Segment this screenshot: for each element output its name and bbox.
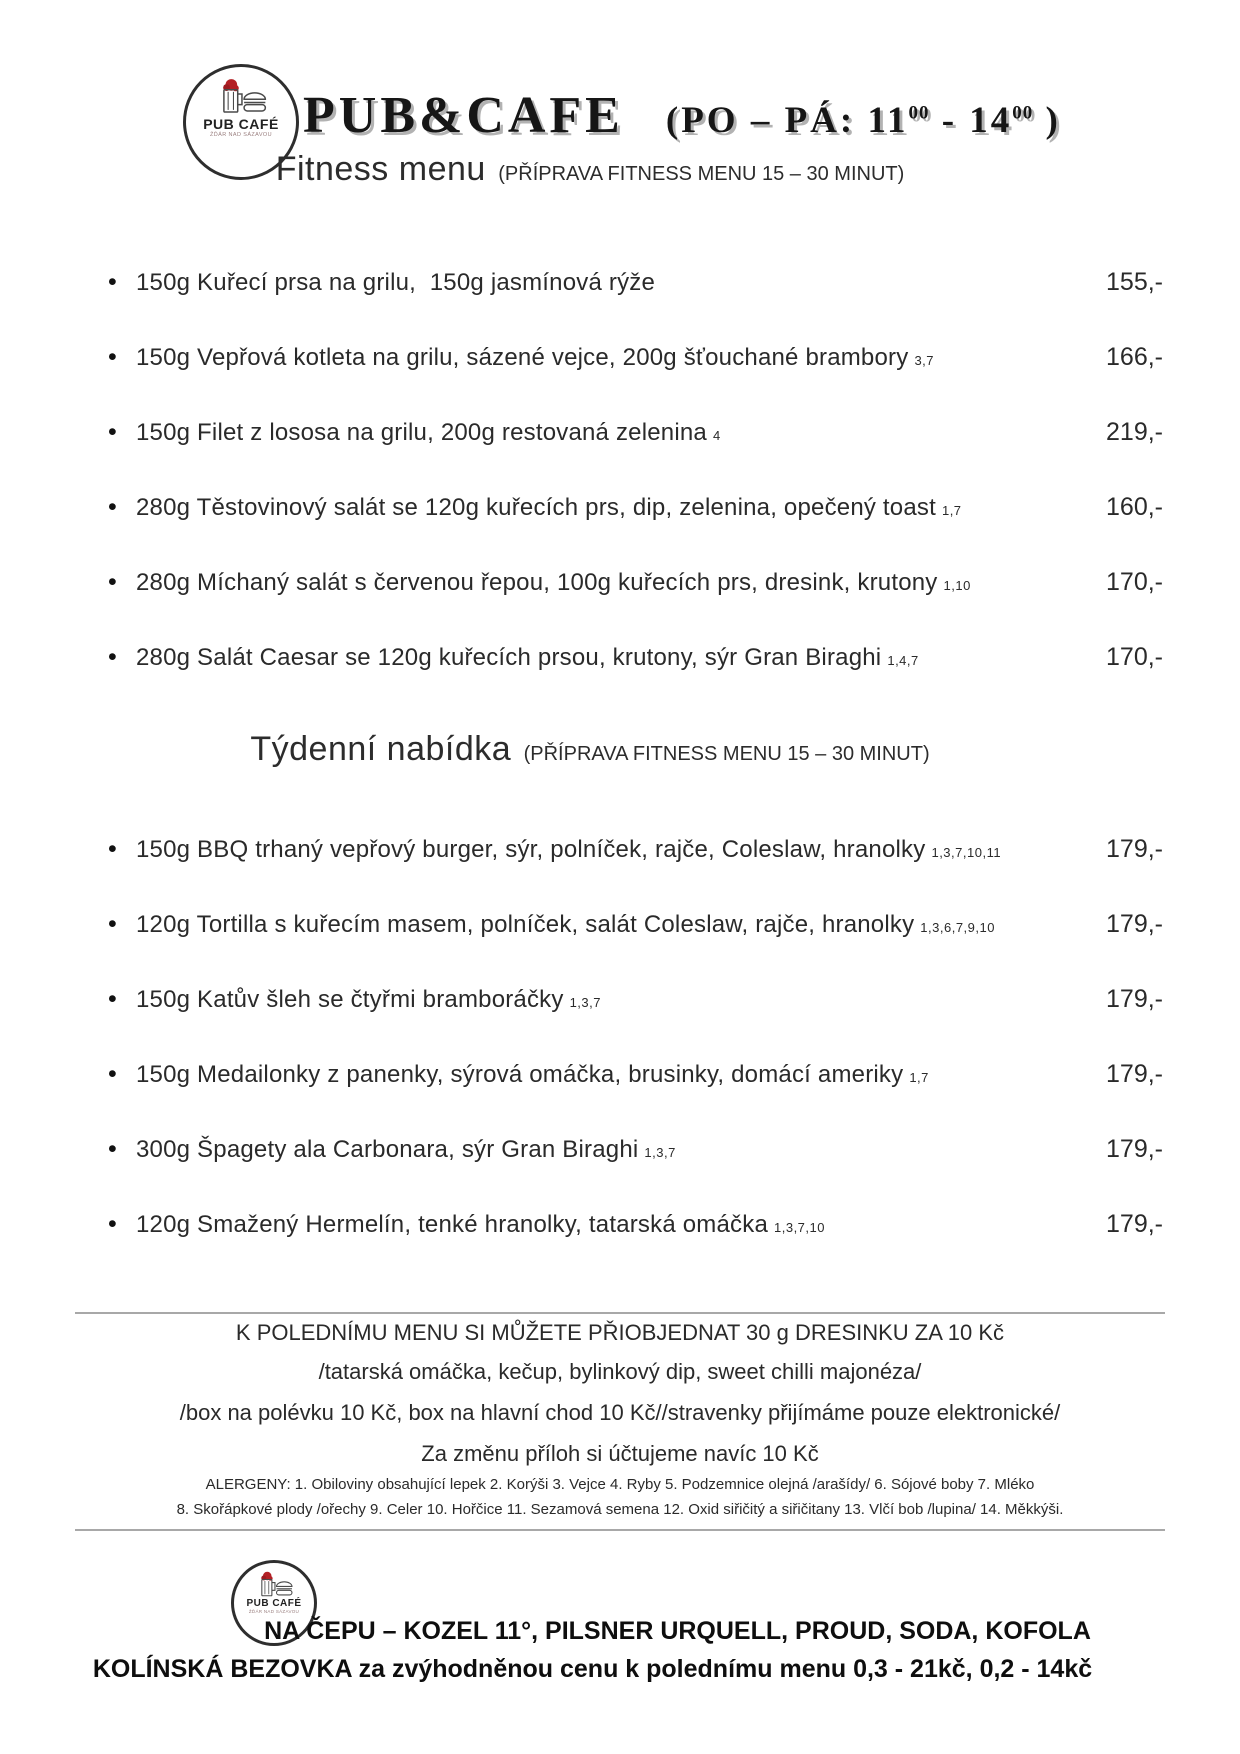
bullet-icon: • (108, 643, 117, 671)
item-price: 179,- (1106, 985, 1163, 1013)
footer-drink-offer: KOLÍNSKÁ BEZOVKA za zvýhodněnou cenu k polednímu menu 0,3 - 21kč, 0,2 - 14kč (92, 1655, 1093, 1683)
divider-line (75, 1312, 1165, 1314)
item-price: 170,- (1106, 643, 1163, 671)
beer-mug-burger-rose-icon (209, 78, 273, 114)
section-title: Týdenní nabídka (250, 730, 512, 768)
section-title: Fitness menu (275, 150, 486, 188)
menu-item (108, 245, 1163, 320)
allergen-numbers: 1,3,7,10 (774, 1219, 825, 1235)
allergen-numbers: 1,3,7 (644, 1144, 676, 1160)
allergen-numbers: 1,3,7,10,11 (931, 844, 1002, 860)
bullet-icon: • (108, 910, 117, 938)
logo-title: PUB CAFÉ (203, 116, 279, 133)
item-name: 150g Vepřová kotleta na grilu, sázené vejce, 200g šťouchané brambory 3,7 (136, 343, 935, 371)
bullet-icon: • (108, 985, 117, 1013)
menu-item (108, 962, 1163, 1037)
item-price: 179,- (1106, 835, 1163, 863)
item-name: 280g Těstovinový salát se 120g kuřecích prs, dip, zelenina, opečený toast 1,7 (136, 493, 962, 521)
allergens-legend-line2: 8. Skořápkové plody /ořechy 9. Celer 10. Hořčice 11. Sezamová semena 12. Oxid siřičitý a siřičitany 13. Vlčí bob /lupina/ 14. Měkkýši. (176, 1501, 1064, 1518)
beer-mug-burger-rose-icon (251, 1571, 297, 1597)
menu-item (108, 320, 1163, 395)
brand-title: PUB&CAFE (303, 87, 624, 144)
item-name: 150g BBQ trhaný vepřový burger, sýr, polníček, rajče, Coleslaw, hranolky 1,3,7,10,11 (136, 835, 1002, 863)
allergen-numbers: 1,7 (941, 502, 962, 518)
item-price: 166,- (1106, 343, 1163, 371)
item-name: 150g Katův šleh se čtyřmi bramboráčky 1,3,7 (136, 985, 601, 1013)
logo-title: PUB CAFÉ (246, 1598, 302, 1610)
item-name: 120g Tortilla s kuřecím masem, polníček, salát Coleslaw, rajče, hranolky 1,3,6,7,9,10 (136, 910, 995, 938)
section-heading-weekly (0, 730, 1180, 769)
bullet-icon: • (108, 343, 117, 371)
note-boxes-vouchers: /box na polévku 10 Kč, box na hlavní chod 10 Kč//stravenky přijímáme pouze elektronické/ (179, 1400, 1061, 1425)
item-price: 179,- (1106, 1060, 1163, 1088)
menu-item (108, 470, 1163, 545)
logo-subtitle: ŽĎÁR NAD SÁZAVOU (248, 1609, 300, 1615)
item-name: 300g Špagety ala Carbonara, sýr Gran Biraghi 1,3,7 (136, 1135, 676, 1163)
item-price: 160,- (1106, 493, 1163, 521)
menu-item (108, 620, 1163, 695)
menu-item (108, 395, 1163, 470)
menu-item (108, 545, 1163, 620)
section-heading-fitness (0, 150, 1180, 189)
opening-hours: (PO – PÁ: $11^{00} - 14^{00}$ ) (665, 100, 1061, 141)
allergen-numbers: 4 (712, 427, 721, 443)
bullet-icon: • (108, 835, 117, 863)
allergen-numbers: 1,10 (943, 577, 971, 593)
bullet-icon: • (108, 568, 117, 596)
item-price: 179,- (1106, 1135, 1163, 1163)
item-price: 179,- (1106, 910, 1163, 938)
allergen-numbers: 1,7 (909, 1069, 929, 1085)
weekly-menu-list (108, 812, 1163, 1262)
bullet-icon: • (108, 493, 117, 521)
item-name: 280g Míchaný salát s červenou řepou, 100g kuřecích prs, dresink, krutony 1,10 (136, 568, 971, 596)
allergen-numbers: 3,7 (914, 352, 935, 368)
allergen-numbers: 1,4,7 (887, 652, 919, 668)
item-name: 150g Kuřecí prsa na grilu, 150g jasmínová rýže (136, 268, 656, 296)
item-price: 179,- (1106, 1210, 1163, 1238)
note-dressing-options: /tatarská omáčka, kečup, bylinkový dip, sweet chilli majonéza/ (318, 1359, 922, 1384)
divider-line (75, 1529, 1165, 1531)
bullet-icon: • (108, 418, 117, 446)
fitness-menu-list (108, 245, 1163, 695)
note-side-change-fee: Za změnu příloh si účtujeme navíc 10 Kč (421, 1441, 819, 1466)
bullet-icon: • (108, 268, 117, 296)
allergens-legend-line1: ALERGENY: 1. Obiloviny obsahující lepek 2. Korýši 3. Vejce 4. Ryby 5. Podzemnice olejná /arašídy/ 6. Sójové boby 7. Mléko (205, 1476, 1035, 1493)
menu-item (108, 1187, 1163, 1262)
section-subtitle: (PŘÍPRAVA FITNESS MENU 15 – 30 MINUT) (498, 163, 905, 185)
logo-subtitle: ŽĎÁR NAD SÁZAVOU (210, 132, 272, 139)
item-name: 120g Smažený Hermelín, tenké hranolky, tatarská omáčka 1,3,7,10 (136, 1210, 825, 1238)
item-name: 280g Salát Caesar se 120g kuřecích prsou, krutony, sýr Gran Biraghi 1,4,7 (136, 643, 919, 671)
section-subtitle: (PŘÍPRAVA FITNESS MENU 15 – 30 MINUT) (523, 743, 930, 765)
item-name: 150g Filet z lososa na grilu, 200g restovaná zelenina 4 (136, 418, 721, 446)
item-price: 170,- (1106, 568, 1163, 596)
item-name: 150g Medailonky z panenky, sýrová omáčka, brusinky, domácí ameriky 1,7 (136, 1060, 929, 1088)
note-dressing: K POLEDNÍMU MENU SI MŮŽETE PŘIOBJEDNAT 30 g DRESINKU ZA 10 Kč (235, 1320, 1005, 1345)
allergen-numbers: 1,3,6,7,9,10 (920, 919, 995, 935)
menu-item (108, 812, 1163, 887)
allergen-numbers: 1,3,7 (569, 994, 601, 1010)
menu-item (108, 1037, 1163, 1112)
menu-item (108, 1112, 1163, 1187)
bullet-icon: • (108, 1135, 117, 1163)
bullet-icon: • (108, 1060, 117, 1088)
footer-on-tap: NA ČEPU – KOZEL 11°, PILSNER URQUELL, PROUD, SODA, KOFOLA (264, 1617, 1091, 1645)
page-header (303, 86, 1061, 145)
item-price: 219,- (1106, 418, 1163, 446)
bullet-icon: • (108, 1210, 117, 1238)
item-price: 155,- (1106, 268, 1163, 296)
menu-item (108, 887, 1163, 962)
